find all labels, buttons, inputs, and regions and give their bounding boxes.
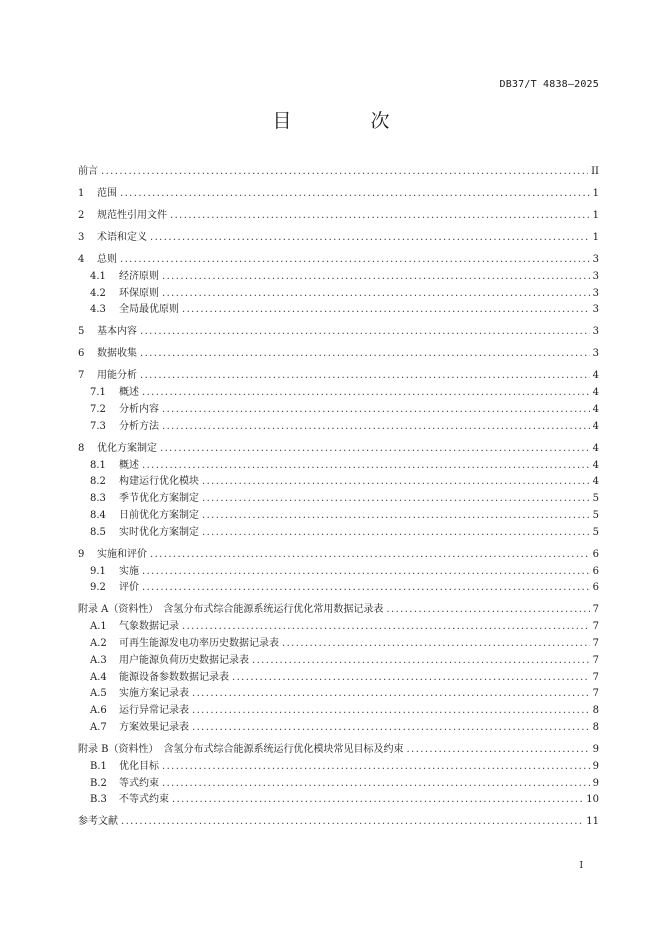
toc-entry[interactable]	[90, 653, 599, 669]
toc-entry-page: 4	[592, 387, 599, 399]
toc-entry[interactable]	[90, 491, 599, 507]
toc-entry[interactable]	[78, 742, 599, 758]
toc-leader-dots	[162, 759, 590, 775]
toc-entry-page: 9	[592, 744, 599, 755]
toc-leader-dots	[160, 441, 590, 457]
toc-entry-page: 5	[592, 493, 599, 505]
toc-entry-label: 运行异常记录表	[119, 705, 189, 717]
toc-entry-number: 8.1	[90, 459, 106, 471]
toc-entry[interactable]	[90, 759, 599, 775]
toc-leader-dots	[386, 602, 589, 618]
toc-entry-label: 用户能源负荷历史数据记录表	[119, 654, 249, 666]
toc-entry-page: 7	[592, 688, 599, 700]
toc-entry-number: B.2	[90, 777, 107, 789]
toc-leader-dots	[232, 670, 590, 686]
toc-entry-label: 评价	[119, 582, 139, 594]
toc-entry-label: 参考文献	[78, 816, 118, 828]
toc-entry-page: 1	[592, 210, 599, 221]
toc-entry[interactable]	[90, 636, 599, 652]
toc-entry[interactable]	[90, 619, 599, 635]
toc-entry[interactable]	[78, 230, 599, 246]
toc-entry-label: 概述	[119, 387, 139, 399]
toc-entry-label: 实施方案记录表	[119, 688, 189, 700]
toc-entry[interactable]	[90, 720, 599, 736]
toc-leader-dots	[120, 186, 590, 202]
toc-leader-dots	[142, 580, 590, 596]
toc-entry-label: 优化方案制定	[97, 442, 157, 454]
toc-entry-number: 7.3	[90, 420, 106, 432]
toc-leader-dots	[192, 703, 590, 719]
toc-entry-number: 4.2	[90, 287, 106, 299]
toc-entry-label: 全局最优原则	[119, 304, 179, 316]
toc-entry-label: 范围	[97, 188, 117, 199]
toc-entry-label: 分析方法	[119, 420, 159, 432]
toc-entry-page: 4	[592, 370, 599, 382]
toc-entry[interactable]	[78, 441, 599, 457]
toc-entry-page: 6	[592, 582, 599, 594]
toc-entry-number: 8.4	[90, 510, 106, 521]
toc-entry-label: 数据收集	[97, 348, 137, 360]
toc-entry[interactable]	[90, 776, 599, 792]
toc-entry-page: 7	[592, 654, 599, 666]
toc-entry[interactable]	[78, 368, 599, 384]
toc-entry-page: 3	[592, 348, 599, 360]
toc-entry-page: 8	[592, 722, 599, 733]
toc-entry-label: 可再生能源发电功率历史数据记录表	[119, 638, 279, 649]
toc-entry[interactable]	[90, 686, 599, 702]
toc-entry-page: 4	[592, 420, 599, 432]
toc-entry-label: 总则	[97, 254, 117, 265]
toc-entry-page: 11	[586, 816, 599, 828]
toc-entry-label: 季节优化方案制定	[119, 493, 199, 505]
toc-entry[interactable]	[90, 564, 599, 580]
toc-entry-page: 1	[592, 188, 599, 199]
toc-entry[interactable]	[90, 458, 599, 474]
toc-entry-number: A.6	[90, 705, 107, 717]
toc-entry-label: 实施和评价	[97, 548, 147, 560]
toc-entry-number: 8	[78, 442, 85, 454]
document-code: DB37/T 4838—2025	[499, 79, 599, 90]
toc-entry-number: 3	[78, 232, 85, 243]
toc-entry-page: 3	[592, 326, 599, 338]
toc-leader-dots	[150, 230, 590, 246]
toc-entry-label: 构建运行优化模块	[119, 476, 199, 488]
toc-entry-label: 日前优化方案制定	[119, 510, 199, 521]
toc-entry-number: A.3	[90, 654, 107, 666]
toc-entry[interactable]	[78, 164, 599, 180]
toc-entry[interactable]	[90, 402, 599, 418]
toc-leader-dots	[192, 686, 590, 702]
toc-leader-dots	[162, 402, 590, 418]
toc-entry[interactable]	[90, 286, 599, 302]
toc-entry-page: 7	[592, 621, 599, 633]
toc-leader-dots	[202, 525, 590, 541]
toc-entry-number: A.7	[90, 722, 107, 733]
toc-entry[interactable]	[78, 602, 599, 618]
toc-leader-dots	[162, 419, 590, 435]
toc-entry-page: 5	[592, 526, 599, 538]
toc-entry-page: II	[591, 166, 599, 177]
toc-leader-dots	[162, 286, 590, 302]
toc-entry[interactable]	[78, 814, 599, 830]
toc-entry[interactable]	[90, 474, 599, 490]
toc-entry-number: 9	[78, 548, 85, 560]
toc-entry[interactable]	[90, 269, 599, 285]
toc-leader-dots	[170, 208, 590, 224]
toc-leader-dots	[202, 491, 590, 507]
toc-entry-label: 经济原则	[119, 270, 159, 282]
toc-entry[interactable]	[90, 508, 599, 524]
toc-entry-number: 1	[78, 188, 85, 199]
toc-entry-page: 9	[592, 760, 599, 772]
toc-entry-number: 9.2	[90, 582, 106, 594]
toc-leader-dots	[162, 776, 590, 792]
toc-entry-number: 8.2	[90, 476, 106, 488]
toc-leader-dots	[140, 346, 590, 362]
toc-entry[interactable]	[78, 547, 599, 563]
toc-entry-number: A.2	[90, 638, 107, 649]
toc-leader-dots	[142, 458, 590, 474]
toc-entry-label: 分析内容	[119, 404, 159, 415]
toc-leader-dots	[202, 474, 590, 490]
toc-leader-dots	[407, 742, 590, 758]
toc-entry-number: 6	[78, 348, 85, 360]
page-title: 目 次	[272, 110, 420, 132]
toc-leader-dots	[252, 653, 590, 669]
toc-leader-dots	[182, 619, 590, 635]
toc-entry[interactable]	[78, 252, 599, 268]
toc-entry-number: 8.3	[90, 493, 106, 505]
toc-entry-label: 实时优化方案制定	[119, 526, 199, 538]
toc-entry-page: 4	[592, 459, 599, 471]
toc-entry-number: 9.1	[90, 565, 106, 577]
toc-entry-page: 7	[592, 604, 599, 616]
toc-entry-number: A.5	[90, 688, 107, 700]
toc-leader-dots	[142, 385, 590, 401]
toc-entry[interactable]	[78, 186, 599, 202]
toc-leader-dots	[192, 720, 590, 736]
toc-leader-dots	[121, 814, 583, 830]
toc-entry-label: 附录 A（资料性） 含氢分布式综合能源系统运行优化常用数据记录表	[78, 604, 384, 616]
toc-entry-page: 3	[592, 304, 599, 316]
toc-entry-label: 能源设备参数数据记录表	[119, 671, 229, 683]
toc-entry-page: 8	[592, 705, 599, 717]
toc-entry-page: 5	[592, 510, 599, 521]
toc-entry-label: 实施	[119, 565, 139, 577]
toc-entry-label: 方案效果记录表	[119, 722, 189, 733]
toc-entry[interactable]	[90, 580, 599, 596]
toc-entry-label: 用能分析	[97, 370, 137, 382]
toc-entry-label: 基本内容	[97, 326, 137, 338]
toc-leader-dots	[282, 636, 590, 652]
toc-entry-page: 9	[592, 777, 599, 789]
toc-entry-page: 4	[592, 404, 599, 415]
toc-entry-number: 4.3	[90, 304, 106, 316]
toc-entry[interactable]	[90, 419, 599, 435]
toc-leader-dots	[162, 269, 590, 285]
toc-entry-label: 前言	[78, 166, 98, 177]
toc-entry[interactable]	[90, 385, 599, 401]
toc-leader-dots	[142, 564, 590, 580]
toc-entry-number: 7.2	[90, 404, 106, 415]
toc-entry-label: 不等式约束	[119, 794, 169, 806]
toc-entry[interactable]	[78, 324, 599, 340]
toc-entry-number: 7.1	[90, 387, 106, 399]
toc-entry[interactable]	[78, 346, 599, 362]
toc-entry-number: B.3	[90, 794, 107, 806]
toc-leader-dots	[202, 508, 590, 524]
toc-entry-number: B.1	[90, 760, 107, 772]
toc-leader-dots	[140, 368, 590, 384]
toc-entry-page: 7	[592, 638, 599, 649]
toc-leader-dots	[140, 324, 590, 340]
toc-entry[interactable]	[90, 792, 599, 808]
toc-entry-page: 1	[592, 232, 599, 243]
toc-leader-dots	[182, 302, 590, 318]
toc-entry[interactable]	[90, 670, 599, 686]
toc-leader-dots	[150, 547, 590, 563]
toc-entry-number: 2	[78, 210, 85, 221]
toc-entry-number: A.4	[90, 671, 107, 683]
toc-entry-label: 等式约束	[119, 777, 159, 789]
toc-entry-page: 4	[592, 476, 599, 488]
toc-entry-number: 8.5	[90, 526, 106, 538]
page-number: I	[579, 861, 583, 871]
toc-entry-label: 术语和定义	[97, 232, 147, 243]
toc-entry-label: 气象数据记录	[119, 621, 179, 633]
toc-entry-label: 环保原则	[119, 287, 159, 299]
toc-entry-label: 规范性引用文件	[97, 210, 167, 221]
toc-entry-number: A.1	[90, 621, 107, 633]
toc-entry-page: 3	[592, 254, 599, 265]
toc-entry[interactable]	[90, 703, 599, 719]
toc-entry-label: 概述	[119, 459, 139, 471]
toc-entry-label: 附录 B（资料性） 含氢分布式综合能源系统运行优化模块常见目标及约束	[78, 744, 404, 755]
toc-entry[interactable]	[90, 525, 599, 541]
toc-entry-number: 5	[78, 326, 85, 338]
toc-entry-page: 10	[586, 794, 599, 806]
toc-entry-label: 优化目标	[119, 760, 159, 772]
toc-entry-page: 6	[592, 565, 599, 577]
toc-entry[interactable]	[90, 302, 599, 318]
toc-entry-page: 4	[592, 442, 599, 454]
toc-entry-number: 4.1	[90, 270, 106, 282]
toc-entry-page: 7	[592, 671, 599, 683]
toc-leader-dots	[172, 792, 583, 808]
toc-entry-number: 7	[78, 370, 85, 382]
toc-leader-dots	[120, 252, 590, 268]
toc-leader-dots	[101, 164, 588, 180]
toc-entry[interactable]	[78, 208, 599, 224]
toc-entry-page: 3	[592, 287, 599, 299]
toc-entry-number: 4	[78, 254, 85, 265]
toc-entry-page: 3	[592, 270, 599, 282]
toc-entry-page: 6	[592, 548, 599, 560]
